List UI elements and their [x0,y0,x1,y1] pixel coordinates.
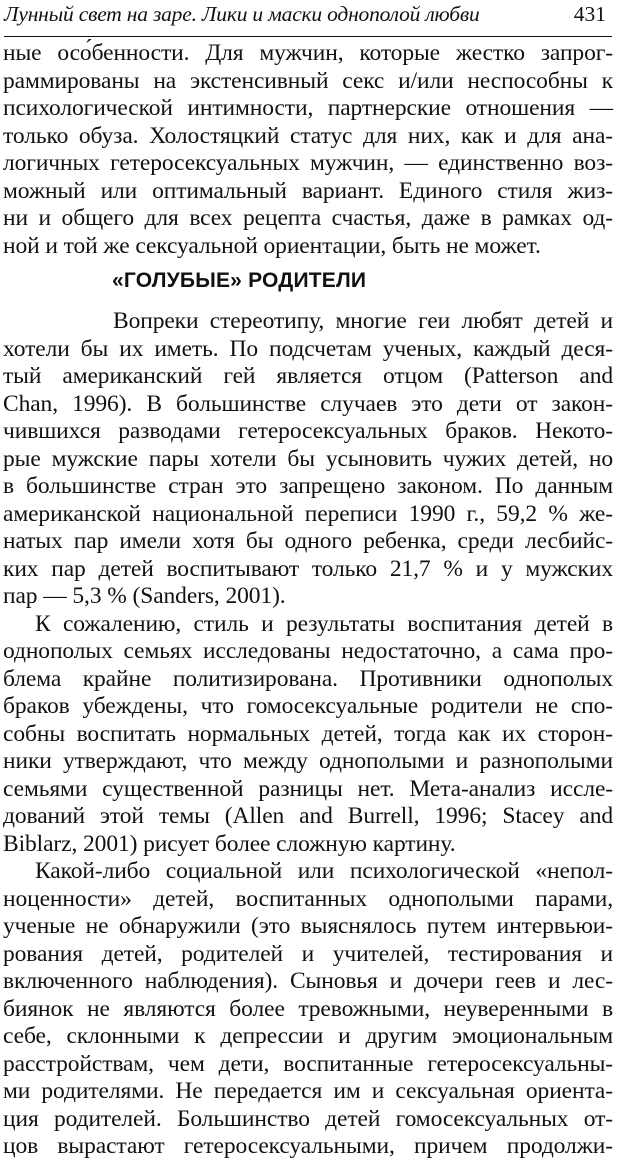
text-line: биянок не являются более тревожными, неуверенными в [3,995,613,1022]
text-line: американской национальной переписи 1990 г., 59,2 % же- [3,500,613,527]
header-rule [4,36,612,37]
text-line: Biblarz, 2001) рисует более сложную картину. [3,830,456,857]
text-line: К сожалению, стиль и результаты воспитания детей в [35,610,613,637]
text-line: можный или оптимальный вариант. Единого стиля жиз- [3,177,613,204]
text-line: Какой-либо социальной или психологической «непол- [35,858,613,884]
text-line: собны воспитать нормальных детей, тогда как их сторон- [3,720,613,747]
text-line: ми родителями. Не передается им и сексуальная ориента- [3,1078,613,1104]
section-body [3,308,613,1161]
text-line: логичных гетеросексуальных мужчин, — единственно воз- [3,150,613,176]
text-line: ной и той же сексуальной ориентации, быть не может. [3,232,541,259]
section-heading: «ГОЛУБЫЕ» РОДИТЕЛИ [112,269,367,292]
text-line: в большинстве стран это запрещено законом. По данным [3,473,613,499]
text-line: однополых семьях исследованы недостаточно, а сама про- [3,638,613,664]
page-number: 431 [573,2,606,26]
text-line: блема крайне политизирована. Противники однополых [3,665,613,692]
text-line: дований этой темы (Allen and Burrell, 1996; Stacey and [3,803,613,829]
text-line: рования детей, родителей и учителей, тестирования и [3,940,613,967]
text-line: расстройствам, чем дети, воспитанные гетеросексуальны- [3,1050,613,1077]
running-title: Лунный свет на заре. Лики и маски однополой любви [4,2,480,26]
text-line: ученые не обнаружили (это выяснялось путем интервьюи- [3,913,613,939]
text-line: ни и общего для всех рецепта счастья, даже в рамках од- [3,205,613,231]
text-line: раммированы на экстенсивный секс и/или неспособны к [3,67,613,94]
text-line: Вопреки стереотипу, многие геи любят детей и [113,308,613,334]
text-line: ция родителей. Большинство детей гомосексуальных от- [3,1105,613,1132]
text-line: ноценности» детей, воспитанных однополыми парами, [3,885,613,912]
text-line: натых пар имели хотя бы одного ребенка, среди лесбийс- [3,528,613,554]
text-line: включенного наблюдения). Сыновья и дочери геев и лес- [3,968,613,994]
paragraph-1 [3,308,613,611]
text-line: себе, склонными к депрессии и другим эмоциональным [3,1023,613,1049]
text-line: браков убеждены, что гомосексуальные родители не спо- [3,693,613,719]
text-line: цов вырастают гетеросексуальными, причем продолжи- [3,1133,613,1159]
text-line: ные осо́бенности. Для мужчин, которые жестко запрог- [3,40,613,66]
text-line: пар — 5,3 % (Sanders, 2001). [3,583,286,609]
running-header [4,0,612,38]
paragraph-2 [3,611,613,859]
text-line: ники утверждают, что между однополыми и разнополыми [3,748,613,774]
text-line: ких пар детей воспитывают только 21,7 % и у мужских [3,555,613,582]
text-line: чившихся разводами гетеросексуальных браков. Некото- [3,418,613,444]
continued-paragraph [3,40,613,260]
text-line: психологической интимности, партнерские отношения — [3,95,613,121]
text-line: хотели бы их иметь. По подсчетам ученых, каждый деся- [3,335,613,362]
text-line: Chan, 1996). В большинстве случаев это дети от закон- [3,390,613,417]
text-line: семьями существенной разницы нет. Мета-анализ иссле- [3,775,613,802]
text-line: тый американский гей является отцом (Patterson and [3,363,613,389]
text-line: только обуза. Холостяцкий статус для них, как и для ана- [3,122,613,149]
text-line: рые мужские пары хотели бы усыновить чужих детей, но [3,445,613,472]
paragraph-3 [3,858,613,1161]
